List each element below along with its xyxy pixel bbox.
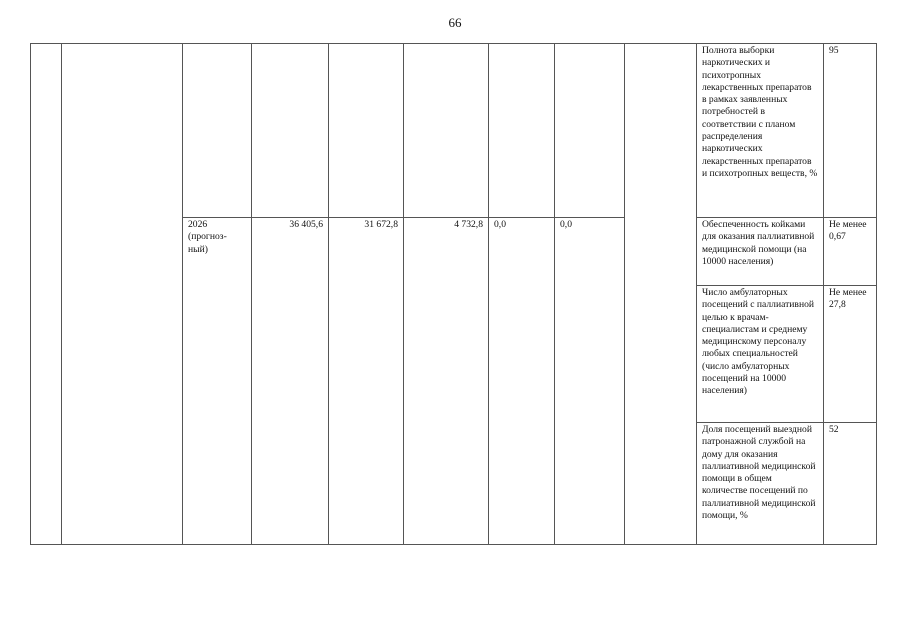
amount-cell: 4 732,8 <box>404 218 489 545</box>
table-cell <box>62 44 183 545</box>
value-cell: 95 <box>824 44 877 218</box>
table-row <box>31 44 877 218</box>
indicator-cell: Полнота выборки наркотических и психотропных лекарственных препаратов в рамках заявленных потребностей в соответствии с планом распределения наркотических лекарственных препаратов и психотропных веществ, % <box>697 44 824 218</box>
page-number: 66 <box>448 15 462 30</box>
amount-cell: 31 672,8 <box>329 218 404 545</box>
table-cell <box>31 44 62 545</box>
amount-cell: 0,0 <box>555 218 625 545</box>
table-cell <box>183 44 252 218</box>
table-cell <box>489 44 555 218</box>
table-cell <box>404 44 489 218</box>
table-cell <box>252 44 329 218</box>
value-cell: 52 <box>824 423 877 545</box>
value-cell: Не менее 0,67 <box>824 218 877 286</box>
year-cell: 2026 (прогноз-ный) <box>183 218 252 545</box>
table-cell <box>625 44 697 545</box>
amount-cell: 0,0 <box>489 218 555 545</box>
table-cell <box>555 44 625 218</box>
table-cell <box>329 44 404 218</box>
total-cell: 36 405,6 <box>252 218 329 545</box>
indicator-cell: Обеспеченность койками для оказания паллиативной медицинской помощи (на 10000 населения) <box>697 218 824 286</box>
budget-table <box>30 43 877 545</box>
indicator-cell: Доля посещений выездной патронажной службой на дому для оказания паллиативной медицинской помощи в общем количестве посещений по паллиативной медицинской помощи, % <box>697 423 824 545</box>
value-cell: Не менее 27,8 <box>824 286 877 423</box>
indicator-cell: Число амбулаторных посещений с паллиативной целью к врачам-специалистам и среднему медицинскому персоналу любых специальностей (число амбулаторных посещений на 10000 населения) <box>697 286 824 423</box>
